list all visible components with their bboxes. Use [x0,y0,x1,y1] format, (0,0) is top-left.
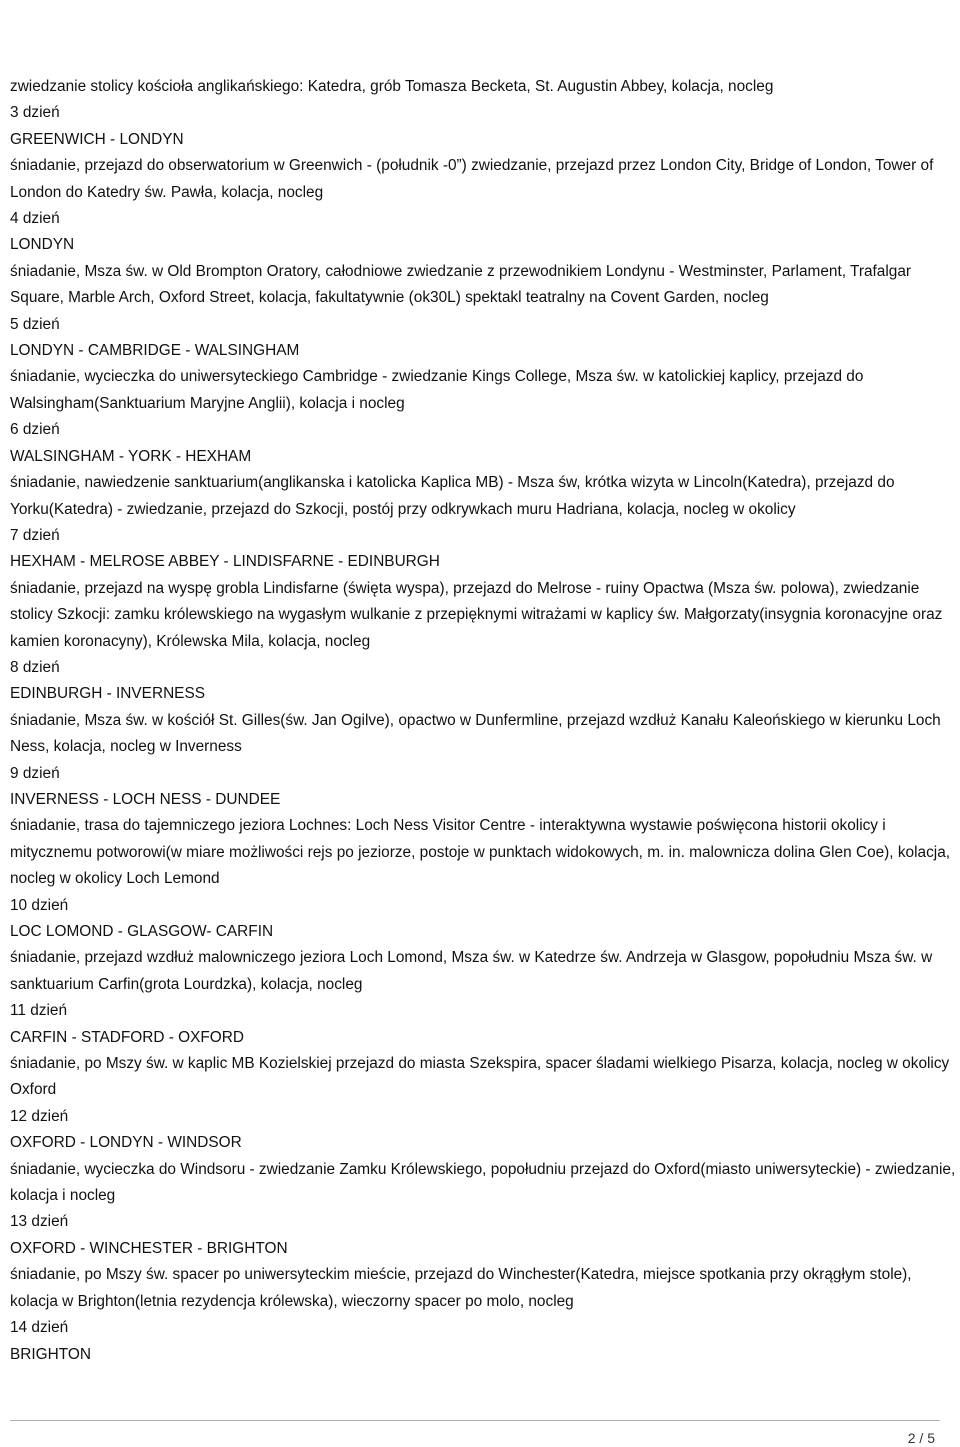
route-heading: GREENWICH - LONDYN [10,130,184,148]
day-number: 10 dzień [10,896,69,914]
day-number: 7 dzień [10,526,60,544]
route-heading: LONDYN [10,236,75,254]
day-description: śniadanie, po Mszy św. spacer po uniwersyteckim mieście, przejazd do Winchester(Katedra, miejsce spotkania przy okrągłym stole), kolacja w Brighton(letnia rezydencja królewska), wieczorny spacer po molo, nocleg [10,1266,912,1310]
day-description: śniadanie, Msza św. w kościół St. Gilles(św. Jan Ogilve), opactwo w Dunfermline, przejazd wzdłuż Kanału Kaleońskiego w kierunku Loch Ness, kolacja, nocleg w Inverness [10,711,941,756]
day-number: 4 dzień [10,210,60,228]
page-number: 2 / 5 [907,1430,935,1446]
day-description: śniadanie, przejazd na wyspę grobla Lindisfarne (święta wyspa), przejazd do Melrose - ruiny Opactwa (Msza św. polowa), zwiedzanie stolicy Szkocji: zamku królewskiego na wygasłym wulkanie z przepięknymi witrażami w kaplicy św. Małgorzaty(insygnia koronacyjne oraz kamien koronacyny), Królewska Mila, kolacja, nocleg [10,579,943,650]
route-heading: LOC LOMOND - GLASGOW- CARFIN [10,923,274,940]
day-description: śniadanie, przejazd do obserwatorium w Greenwich - (południk -0”) zwiedzanie, przejazd przez London City, Bridge of London, Tower of London do Katedry św. Pawła, kolacja, nocleg [10,157,934,201]
day-description: śniadanie, wycieczka do uniwersyteckiego Cambridge - zwiedzanie Kings College, Msza św. w katolickiej kaplicy, przejazd do Walsingham(Sanktuarium Maryjne Anglii), kolacja i nocleg [10,368,864,412]
route-heading: INVERNESS - LOCH NESS - DUNDEE [10,790,281,808]
day-number: 6 dzień [10,421,60,439]
route-heading: HEXHAM - MELROSE ABBEY - LINDISFARNE - EDINBURGH [10,553,440,571]
route-heading: EDINBURGH - INVERNESS [10,685,205,703]
route-heading: OXFORD - WINCHESTER - BRIGHTON [10,1239,288,1257]
route-heading: BRIGHTON [10,1345,91,1363]
day-number: 9 dzień [10,764,60,782]
day-description: śniadanie, Msza św. w Old Brompton Oratory, całodniowe zwiedzanie z przewodnikiem Londynu - Westminster, Parlament, Trafalgar Square, Marble Arch, Oxford Street, kolacja, fakultatywnie (ok30L) spektakl teatralny na Covent Garden, nocleg [10,262,912,307]
day-number: 14 dzień [10,1319,69,1337]
day-description: śniadanie, po Mszy św. w kaplic MB Kozielskiej przejazd do miasta Szekspira, spacer śladami wielkiego Pisarza, kolacja, nocleg w okolicy Oxford [10,1055,950,1099]
day-number: 3 dzień [10,104,60,122]
day-number: 11 dzień [10,1002,68,1020]
day-description: śniadanie, przejazd wzdłuż malowniczego jeziora Loch Lomond, Msza św. w Katedrze św. Andrzeja w Glasgow, popołudniu Msza św. w sanktuarium Carfin(grota Lourdzka), kolacja, nocleg [10,949,933,993]
day-number: 8 dzień [10,658,60,676]
day-number: 5 dzień [10,315,60,333]
route-heading: CARFIN - STADFORD - OXFORD [10,1028,244,1046]
route-heading: WALSINGHAM - YORK - HEXHAM [10,447,252,465]
day-description: śniadanie, trasa do tajemniczego jeziora Lochnes: Loch Ness Visitor Centre - interaktywna wystawie poświęcona historii okolicy i mitycznemu potworowi(w miare możliwości rejs po jeziorze, postoje w punktach widokowych, m. in. malownicza dolina Glen Coe), kolacja, nocleg w okolicy Loch Lemond [10,817,951,888]
day-number: 13 dzień [10,1213,69,1231]
route-heading: OXFORD - LONDYN - WINDSOR [10,1134,242,1152]
route-heading: LONDYN - CAMBRIDGE - WALSINGHAM [10,342,300,360]
footer-divider [10,1420,940,1421]
day-description: śniadanie, wycieczka do Windsoru - zwiedzanie Zamku Królewskiego, popołudniu przejazd do Oxford(miasto uniwersyteckie) - zwiedzanie, kolacja i nocleg [10,1160,956,1205]
day-number: 12 dzień [10,1107,69,1125]
document-body [10,74,958,1368]
day-description: śniadanie, nawiedzenie sanktuarium(anglikanska i katolicka Kaplica MB) - Msza św, krótka wizyta w Lincoln(Katedra), przejazd do Yorku(Katedra) - zwiedzanie, przejazd do Szkocji, postój przy odkrywkach muru Hadriana, kolacja, nocleg w okolicy [10,474,895,518]
text-line: zwiedzanie stolicy kościoła anglikańskiego: Katedra, grób Tomasza Becketa, St. Augustin Abbey, kolacja, nocleg [10,78,774,95]
